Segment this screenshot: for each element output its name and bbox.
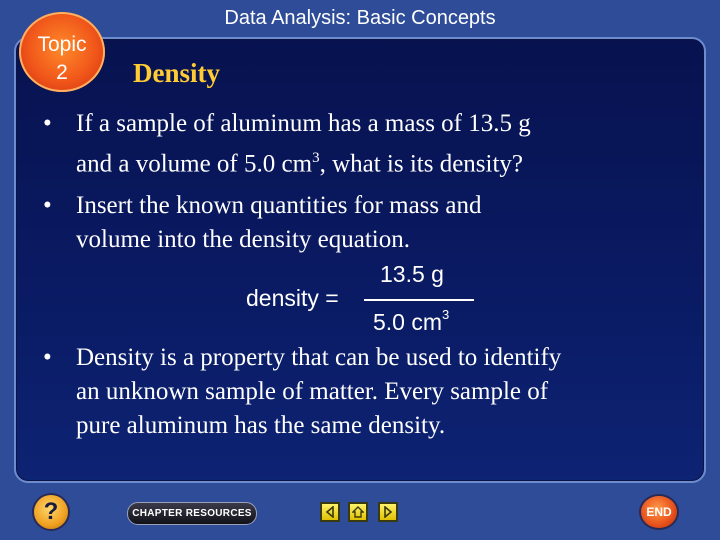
superscript: 3 xyxy=(312,150,320,166)
bullet-3-line2: an unknown sample of matter. Every sample of xyxy=(76,378,549,405)
home-icon xyxy=(352,506,364,518)
header-title: Data Analysis: Basic Concepts xyxy=(224,7,496,29)
bullet-3-line1: Density is a property that can be used to identify xyxy=(76,344,562,371)
bullet-1-line1: If a sample of aluminum has a mass of 13.5 g xyxy=(76,110,531,137)
bullet-dot: • xyxy=(43,344,52,371)
bullet-2 xyxy=(43,189,696,257)
help-button[interactable] xyxy=(34,495,68,529)
equation-lhs: density = xyxy=(246,285,339,311)
chapter-resources-button[interactable]: CHAPTER RESOURCES xyxy=(127,502,257,525)
question-icon: ? xyxy=(43,498,59,525)
previous-button[interactable] xyxy=(320,502,340,522)
fraction-bar xyxy=(364,299,474,301)
topic-badge-line2: 2 xyxy=(56,61,68,84)
topic-badge-label xyxy=(19,31,105,87)
next-arrow-icon xyxy=(382,506,394,518)
topic-badge-line1: Topic xyxy=(37,33,87,56)
next-button[interactable] xyxy=(378,502,398,522)
bullet-3 xyxy=(43,341,716,443)
bullet-1 xyxy=(43,107,696,181)
bullet-2-line1: Insert the known quantities for mass and xyxy=(76,192,482,219)
equation-numerator: 13.5 g xyxy=(380,261,444,287)
bullet-3-line3: pure aluminum has the same density. xyxy=(76,412,446,439)
density-equation xyxy=(246,258,486,338)
prev-arrow-icon xyxy=(324,506,336,518)
bullet-dot: • xyxy=(43,110,52,137)
end-button[interactable]: END xyxy=(641,496,677,528)
bullet-dot: • xyxy=(43,192,52,219)
equation-denominator: 5.0 $cm^3$ xyxy=(373,307,450,335)
bullet-2-line2: volume into the density equation. xyxy=(76,226,410,253)
slide-heading: Density xyxy=(133,58,220,88)
bullet-1-line2: and a volume of 5.0 $cm^3$, what is its density? xyxy=(76,150,524,178)
home-button[interactable] xyxy=(348,502,368,522)
